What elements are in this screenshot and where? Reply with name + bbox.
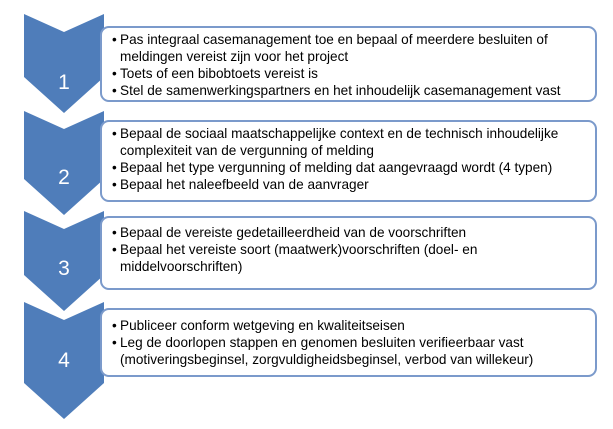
chevron-shape xyxy=(24,111,104,215)
step-3-item: • Bepaal de vereiste gedetailleerdheid van de voorschriften xyxy=(112,224,589,241)
chevron-shape xyxy=(24,14,104,113)
step-2-item: • Bepaal het type vergunning of melding dat aangevraagd wordt (4 typen) xyxy=(112,159,589,176)
step-1-item: • Stel de samenwerkingspartners en het inhoudelijk casemanagement vast xyxy=(112,82,589,99)
step-1-number: 1 xyxy=(58,71,70,94)
step-4-chevron xyxy=(24,302,104,419)
step-4-number: 4 xyxy=(58,349,70,372)
step-3-chevron xyxy=(24,211,104,311)
step-4-item: • Leg de doorlopen stappen en genomen besluiten verifieerbaar vast (motiveringsbeginsel, zorgvuldigheidsbeginsel, verbod van willekeur) xyxy=(112,334,589,368)
step-2-box xyxy=(100,120,597,202)
step-2-chevron xyxy=(24,111,104,215)
step-4-box xyxy=(100,308,597,377)
step-4-item: • Publiceer conform wetgeving en kwaliteitseisen xyxy=(112,317,589,334)
step-3-item: • Bepaal het vereiste soort (maatwerk)voorschriften (doel- en middelvoorschriften) xyxy=(112,241,589,275)
step-2-item: • Bepaal het naleefbeeld van de aanvrager xyxy=(112,176,589,193)
step-3-number: 3 xyxy=(58,257,70,280)
step-1-item: • Pas integraal casemanagement toe en bepaal of meerdere besluiten of meldingen vereist zijn voor het project xyxy=(112,31,589,65)
step-3-box xyxy=(100,216,597,290)
step-1-chevron xyxy=(24,14,104,113)
step-2-number: 2 xyxy=(58,166,70,189)
step-1-box xyxy=(100,26,597,102)
step-1-item: • Toets of een bibobtoets vereist is xyxy=(112,65,589,82)
step-2-item: • Bepaal de sociaal maatschappelijke context en de technisch inhoudelijke complexiteit van de vergunning of melding xyxy=(112,125,589,159)
